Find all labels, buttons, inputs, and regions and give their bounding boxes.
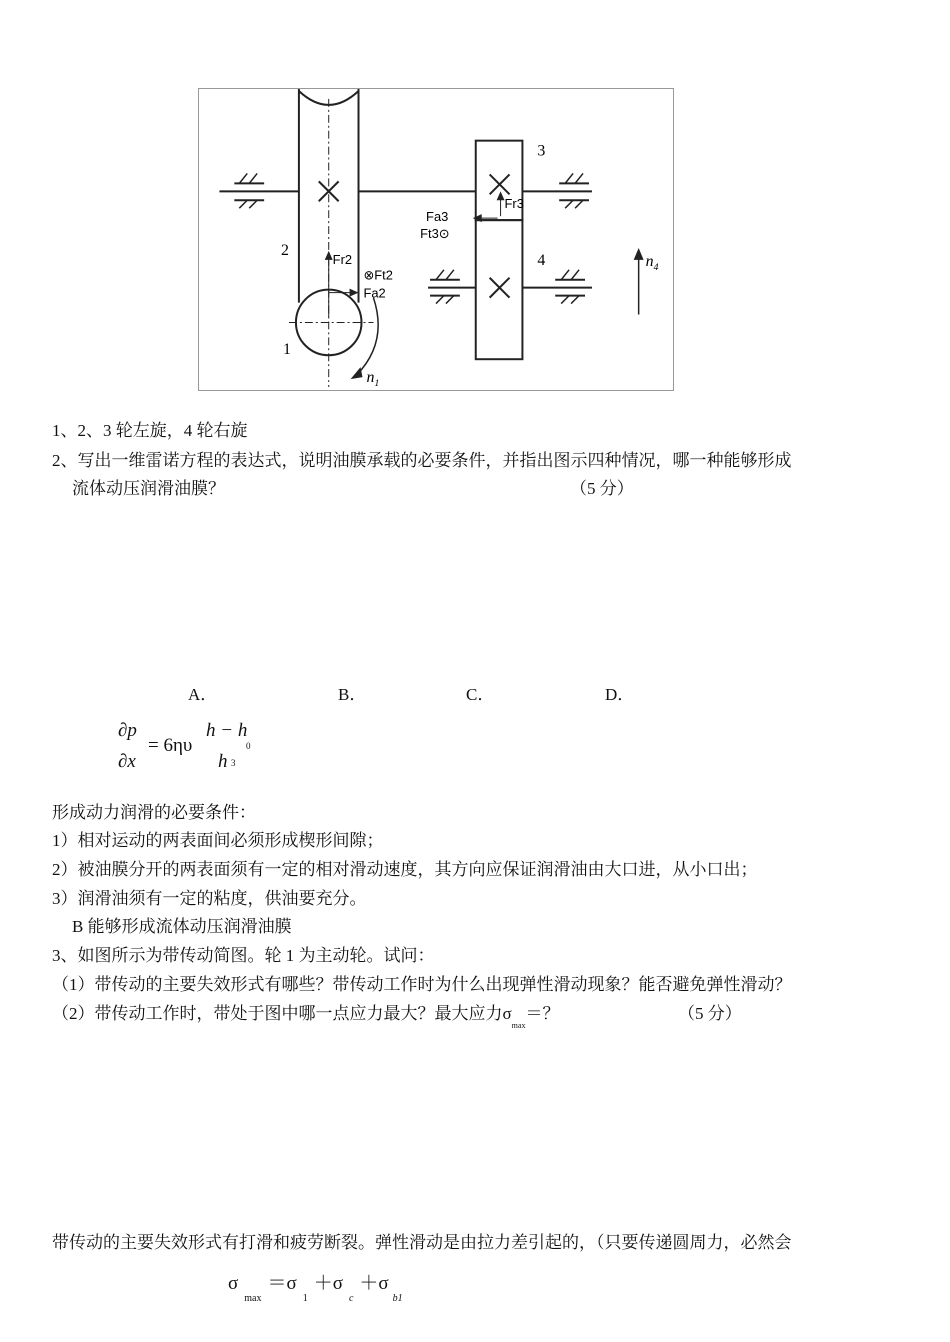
question-3: 3、如图所示为带传动简图。轮 1 为主动轮。试问： xyxy=(52,946,435,965)
condition-1: 1）相对运动的两表面间必须形成楔形间隙； xyxy=(52,831,384,850)
option-b: B． xyxy=(338,685,367,704)
label-gear-3: 3 xyxy=(537,142,546,160)
question-3-score: （5 分） xyxy=(678,1004,742,1023)
gear-diagram xyxy=(198,88,674,391)
label-fr2: Fr2 xyxy=(332,251,353,267)
question-2: 2、写出一维雷诺方程的表达式，说明油膜承载的必要条件，并指出图示四种情况，哪一种能够形成 xyxy=(52,451,792,470)
question-3-1: （1）带传动的主要失效形式有哪些？带传动工作时为什么出现弹性滑动现象？能否避免弹性滑动？ xyxy=(52,975,792,994)
label-gear-1: 1 xyxy=(283,341,291,359)
question-2-score: （5 分） xyxy=(570,479,634,498)
label-fa3: Fa3 xyxy=(426,209,449,225)
label-n1: $n_1$ xyxy=(366,369,380,390)
label-ft2: ⊗Ft2 xyxy=(363,267,393,283)
formula-den: ∂x xyxy=(118,751,136,772)
formula-bot: h xyxy=(218,751,228,772)
label-fr3: Fr3 xyxy=(504,196,524,212)
answer-b: B 能够形成流体动压润滑油膜 xyxy=(72,917,292,936)
label-gear-4: 4 xyxy=(537,251,546,269)
option-c: C． xyxy=(466,685,495,704)
condition-2: 2）被油膜分开的两表面须有一定的相对滑动速度，其方向应保证润滑油由大口进，从小口出； xyxy=(52,860,758,879)
option-d: D． xyxy=(605,685,635,704)
formula-top-sub: 0 xyxy=(246,741,251,751)
condition-3: 3）润滑油须有一定的粘度，供油要充分。 xyxy=(52,889,367,908)
option-a: A． xyxy=(188,685,218,704)
label-n4: $n_4$ xyxy=(645,252,659,273)
formula-top: h − h xyxy=(206,720,248,741)
formula-eq: = 6ηυ xyxy=(148,735,193,756)
sigma-max-formula: $\sigma_{max}=\sigma_1+\sigma_c+\sigma_{b1}$ xyxy=(228,1273,403,1304)
gear-diagram-svg xyxy=(199,89,673,390)
line-gear-hand: 1、2、3 轮左旋，4 轮右旋 xyxy=(52,421,248,440)
question-2-cont: 流体动压润滑油膜？ xyxy=(72,479,225,498)
formula-num: ∂p xyxy=(118,720,137,741)
answer-3: 带传动的主要失效形式有打滑和疲劳断裂。弹性滑动是由拉力差引起的，（只要传递圆周力，必然会 xyxy=(52,1233,792,1252)
conditions-title: 形成动力润滑的必要条件： xyxy=(52,803,256,822)
label-fa2: Fa2 xyxy=(363,285,386,301)
label-ft3: Ft3⊙ xyxy=(420,226,450,242)
formula-bot-sup: 3 xyxy=(231,758,236,768)
label-gear-2: 2 xyxy=(281,241,289,259)
gear4-body xyxy=(476,220,523,359)
question-3-2: （2）带传动工作时，带处于图中哪一点应力最大？最大应力$\sigma_{max}=$？ xyxy=(52,1004,560,1030)
